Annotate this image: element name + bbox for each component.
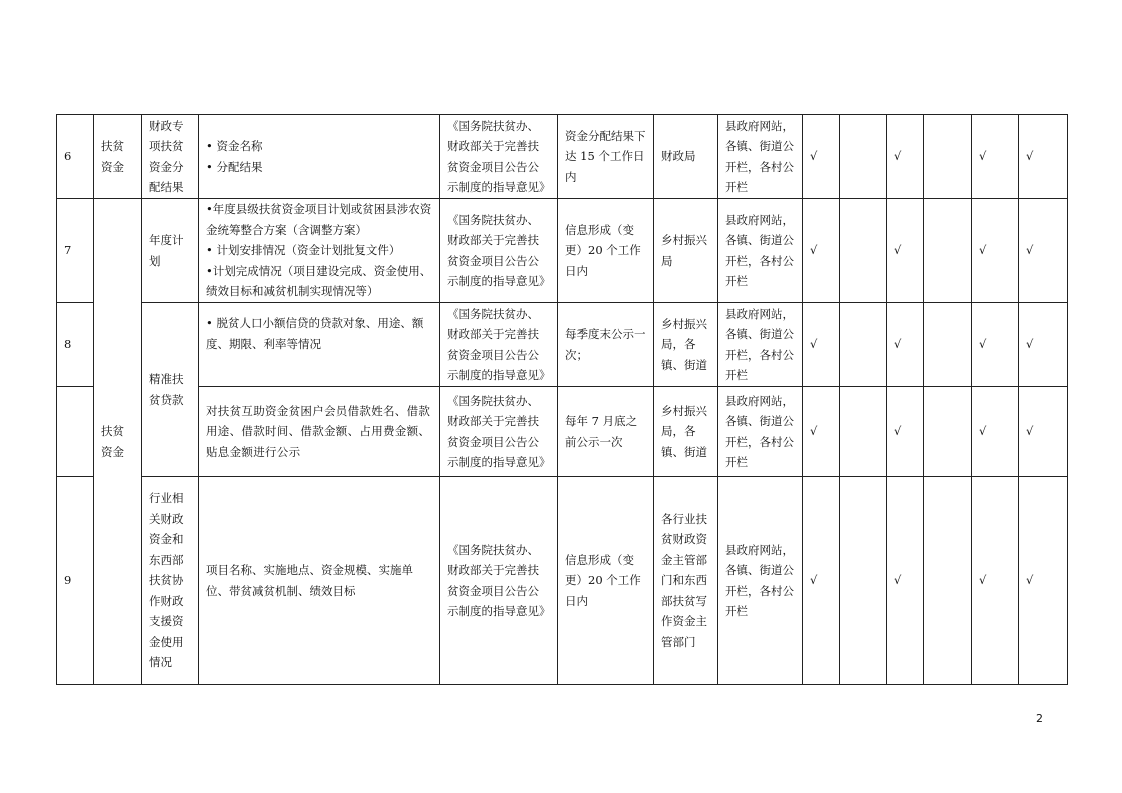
check-mark: √ [803, 387, 840, 477]
channel-cell: 县政府网站，各镇、街道公开栏，各村公开栏 [718, 199, 803, 303]
check-mark: √ [887, 199, 924, 303]
row-number: 6 [57, 115, 94, 199]
content-line: •计划完成情况（项目建设完成、资金使用、绩效目标和减贫机制实现情况等） [206, 263, 432, 299]
table-row [57, 199, 1068, 303]
dept-cell: 各行业扶贫财政资金主管部门和东西部扶贫写作资金主管部门 [654, 477, 718, 685]
check-mark [924, 477, 972, 685]
check-mark: √ [887, 115, 924, 199]
check-mark: √ [887, 387, 924, 477]
row-number: 8 [57, 303, 94, 387]
check-mark: √ [972, 477, 1019, 685]
check-mark: √ [972, 303, 1019, 387]
content-cell [199, 199, 440, 303]
check-mark: √ [1019, 303, 1068, 387]
dept-cell: 乡村振兴局，各镇、街道 [654, 303, 718, 387]
row-number: 7 [57, 199, 94, 303]
check-mark: √ [972, 115, 1019, 199]
table-row [57, 477, 1068, 685]
check-mark [924, 387, 972, 477]
dept-cell: 财政局 [654, 115, 718, 199]
content-line: • 资金名称 [206, 139, 263, 153]
channel-cell: 县政府网站，各镇、街道公开栏，各村公开栏 [718, 387, 803, 477]
content-cell [199, 303, 440, 387]
channel-cell: 县政府网站，各镇、街道公开栏，各村公开栏 [718, 303, 803, 387]
check-mark: √ [887, 303, 924, 387]
basis-cell: 《国务院扶贫办、财政部关于完善扶贫资金项目公告公示制度的指导意见》 [440, 477, 558, 685]
basis-cell: 《国务院扶贫办、财政部关于完善扶贫资金项目公告公示制度的指导意见》 [440, 199, 558, 303]
table-row [57, 115, 1068, 199]
category-cell: 扶贫资金 [94, 199, 142, 685]
row-number: 9 [57, 477, 94, 685]
check-mark: √ [1019, 477, 1068, 685]
basis-cell: 《国务院扶贫办、财政部关于完善扶贫资金项目公告公示制度的指导意见》 [440, 303, 558, 387]
page-number: 2 [1036, 712, 1043, 725]
check-mark [840, 199, 887, 303]
item-cell: 行业相关财政资金和东西部扶贫协作财政支援资金使用情况 [142, 477, 199, 685]
dept-cell: 乡村振兴局，各镇、街道 [654, 387, 718, 477]
content-line: • 脱贫人口小额信贷的贷款对象、用途、额度、期限、利率等情况 [206, 316, 424, 351]
basis-cell: 《国务院扶贫办、财政部关于完善扶贫资金项目公告公示制度的指导意见》 [440, 115, 558, 199]
dept-cell: 乡村振兴局 [654, 199, 718, 303]
check-mark: √ [803, 199, 840, 303]
time-cell: 资金分配结果下达 15 个工作日内 [558, 115, 654, 199]
check-mark: √ [972, 199, 1019, 303]
check-mark: √ [972, 387, 1019, 477]
content-cell [199, 115, 440, 199]
time-cell: 每年 7 月底之前公示一次 [558, 387, 654, 477]
check-mark: √ [803, 477, 840, 685]
table-row [57, 387, 1068, 477]
time-cell: 信息形成（变更）20 个工作日内 [558, 477, 654, 685]
channel-cell: 县政府网站，各镇、街道公开栏，各村公开栏 [718, 115, 803, 199]
disclosure-table [56, 114, 1068, 685]
content-line: • 计划安排情况（资金计划批复文件） [206, 243, 401, 258]
item-cell: 财政专项扶贫资金分配结果 [142, 115, 199, 199]
check-mark [840, 115, 887, 199]
check-mark: √ [803, 303, 840, 387]
check-mark: √ [1019, 387, 1068, 477]
item-cell: 精准扶贫贷款 [142, 303, 199, 477]
check-mark [924, 303, 972, 387]
item-cell: 年度计划 [142, 199, 199, 303]
check-mark [924, 199, 972, 303]
content-cell: 项目名称、实施地点、资金规模、实施单位、带贫减贫机制、绩效目标 [199, 477, 440, 685]
check-mark [840, 387, 887, 477]
check-mark [924, 115, 972, 199]
check-mark: √ [1019, 115, 1068, 199]
check-mark [840, 303, 887, 387]
content-line: •年度县级扶贫资金项目计划或贫困县涉农资金统筹整合方案（含调整方案） [206, 202, 432, 237]
check-mark: √ [887, 477, 924, 685]
check-mark: √ [1019, 199, 1068, 303]
table-row [57, 303, 1068, 387]
time-cell: 信息形成（变更）20 个工作日内 [558, 199, 654, 303]
row-number [57, 387, 94, 477]
content-cell: 对扶贫互助资金贫困户会员借款姓名、借款用途、借款时间、借款金额、占用费金额、贴息金额进行公示 [199, 387, 440, 477]
check-mark [840, 477, 887, 685]
time-cell: 每季度末公示一次； [558, 303, 654, 387]
category-cell: 扶贫资金 [94, 115, 142, 199]
channel-cell: 县政府网站，各镇、街道公开栏，各村公开栏 [718, 477, 803, 685]
content-line: • 分配结果 [206, 159, 263, 174]
basis-cell: 《国务院扶贫办、财政部关于完善扶贫资金项目公告公示制度的指导意见》 [440, 387, 558, 477]
check-mark: √ [803, 115, 840, 199]
